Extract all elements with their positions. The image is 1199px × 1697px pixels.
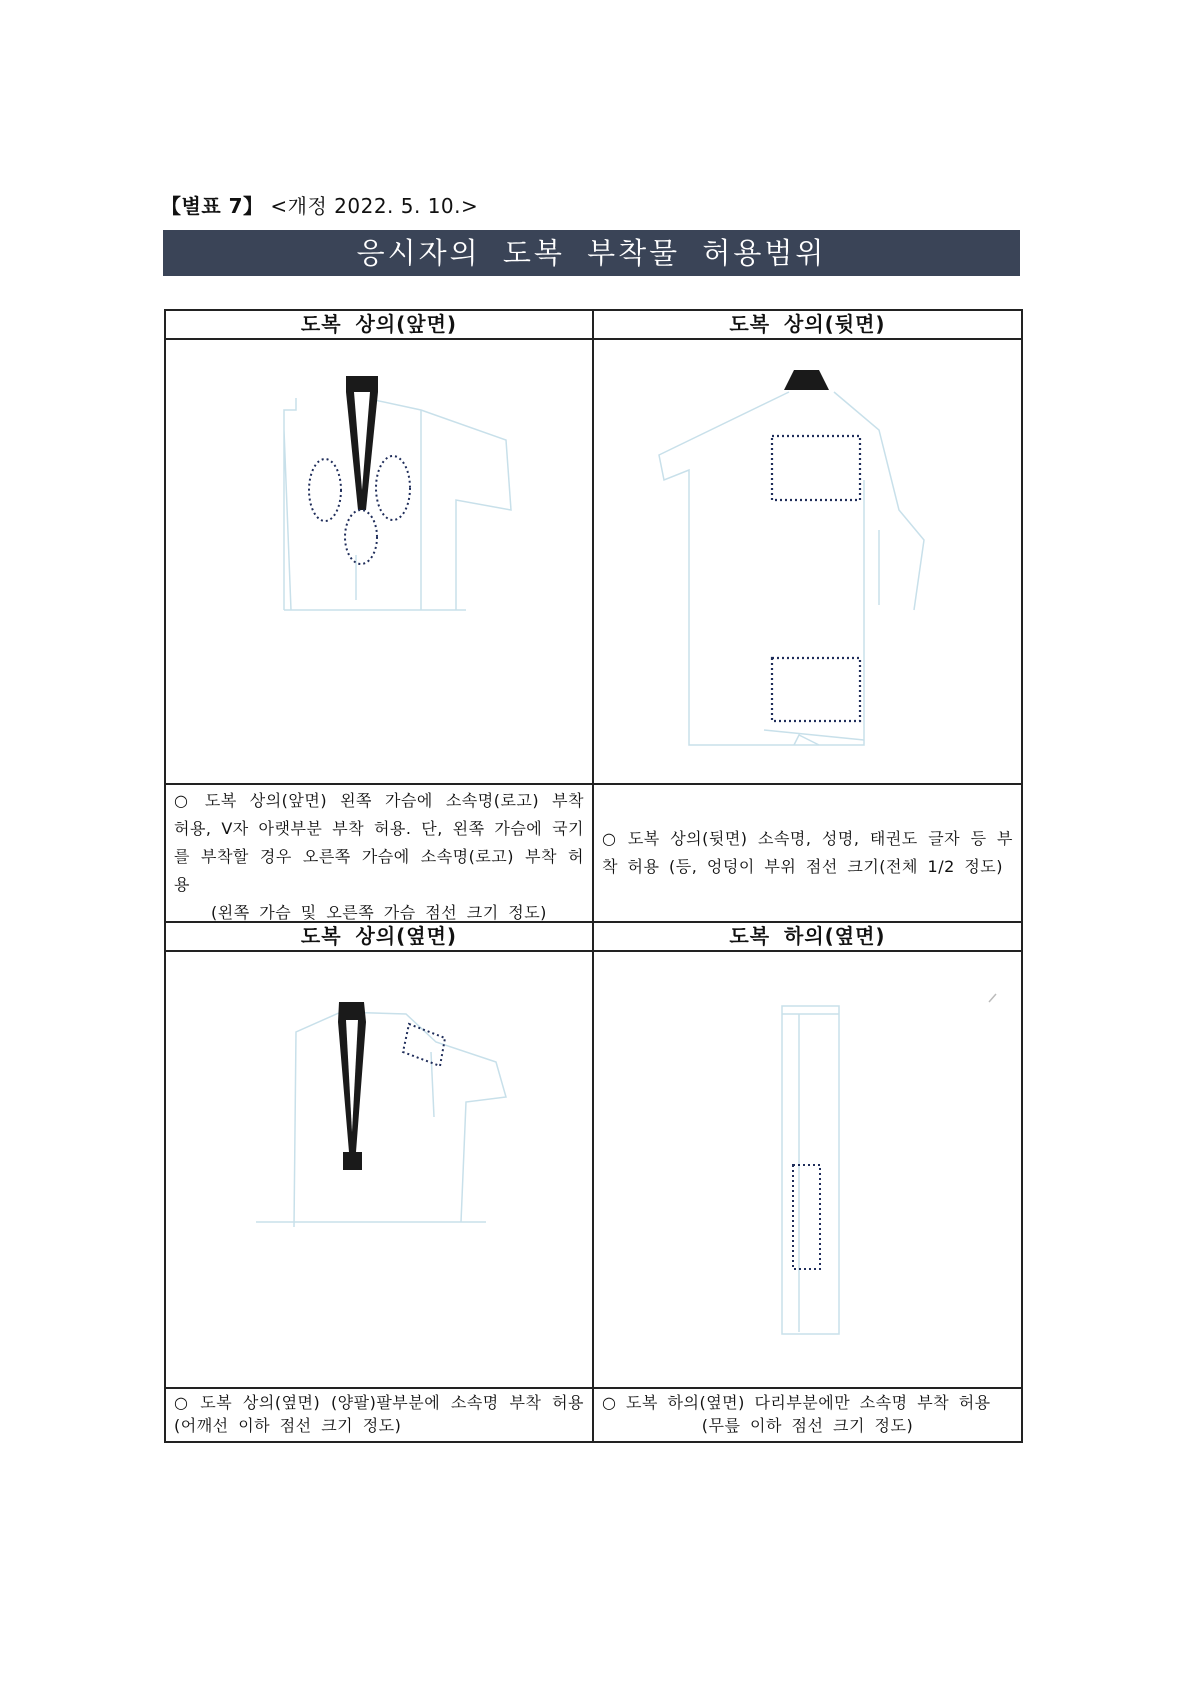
- description-top-back: [594, 785, 1021, 921]
- figure-top-front: [166, 340, 592, 783]
- page-title: 응시자의 도복 부착물 허용범위: [163, 230, 1020, 276]
- heading-top-side: 도복 상의(옆면): [300, 924, 458, 948]
- uniform-back-illustration: [594, 340, 1023, 783]
- document-header: [161, 190, 478, 219]
- heading-top-back: 도복 상의(뒷면): [729, 312, 886, 336]
- heading-bottom-side: 도복 하의(옆면): [729, 924, 886, 948]
- figure-bottom-side: [594, 952, 1021, 1387]
- description-text: ○ 도복 상의(뒷면) 소속명, 성명, 태권도 글자 등 부착 허용 (등, 엉덩이 부위 점선 크기(전체 1/2 정도): [602, 829, 1013, 876]
- description-text: ○ 도복 하의(옆면) 다리부분에만 소속명 부착 허용: [602, 1393, 991, 1412]
- attachment-table: [164, 309, 1023, 1443]
- pants-side-illustration: [594, 952, 1023, 1387]
- uniform-side-illustration: [166, 952, 594, 1387]
- description-note: (왼쪽 가슴 및 오른쪽 가슴 점선 크기 정도): [211, 903, 547, 922]
- description-top-front: [166, 785, 592, 921]
- revision-date: <개정 2022. 5. 10.>: [270, 194, 479, 218]
- description-text: ○ 도복 상의(앞면) 왼쪽 가슴에 소속명(로고) 부착 허용, V자 아랫부분 부착 허용. 단, 왼쪽 가슴에 국기를 부착할 경우 오른쪽 가슴에 소속명(로고) 부착 허용: [174, 791, 584, 894]
- heading-top-front: 도복 상의(앞면): [300, 312, 458, 336]
- uniform-front-illustration: [166, 340, 594, 783]
- description-top-side: [166, 1389, 592, 1441]
- description-bottom-side: [594, 1389, 1021, 1441]
- description-note: (무릎 이하 점선 크기 정도): [701, 1416, 914, 1435]
- figure-top-side: [166, 952, 592, 1387]
- collar-shape: [784, 370, 829, 390]
- annex-tag: 【별표 7】: [161, 194, 264, 218]
- figure-top-back: [594, 340, 1021, 783]
- description-text: ○ 도복 상의(옆면) (양팔)팔부분에 소속명 부착 허용 (어깨선 이하 점선 크기 정도): [174, 1393, 584, 1435]
